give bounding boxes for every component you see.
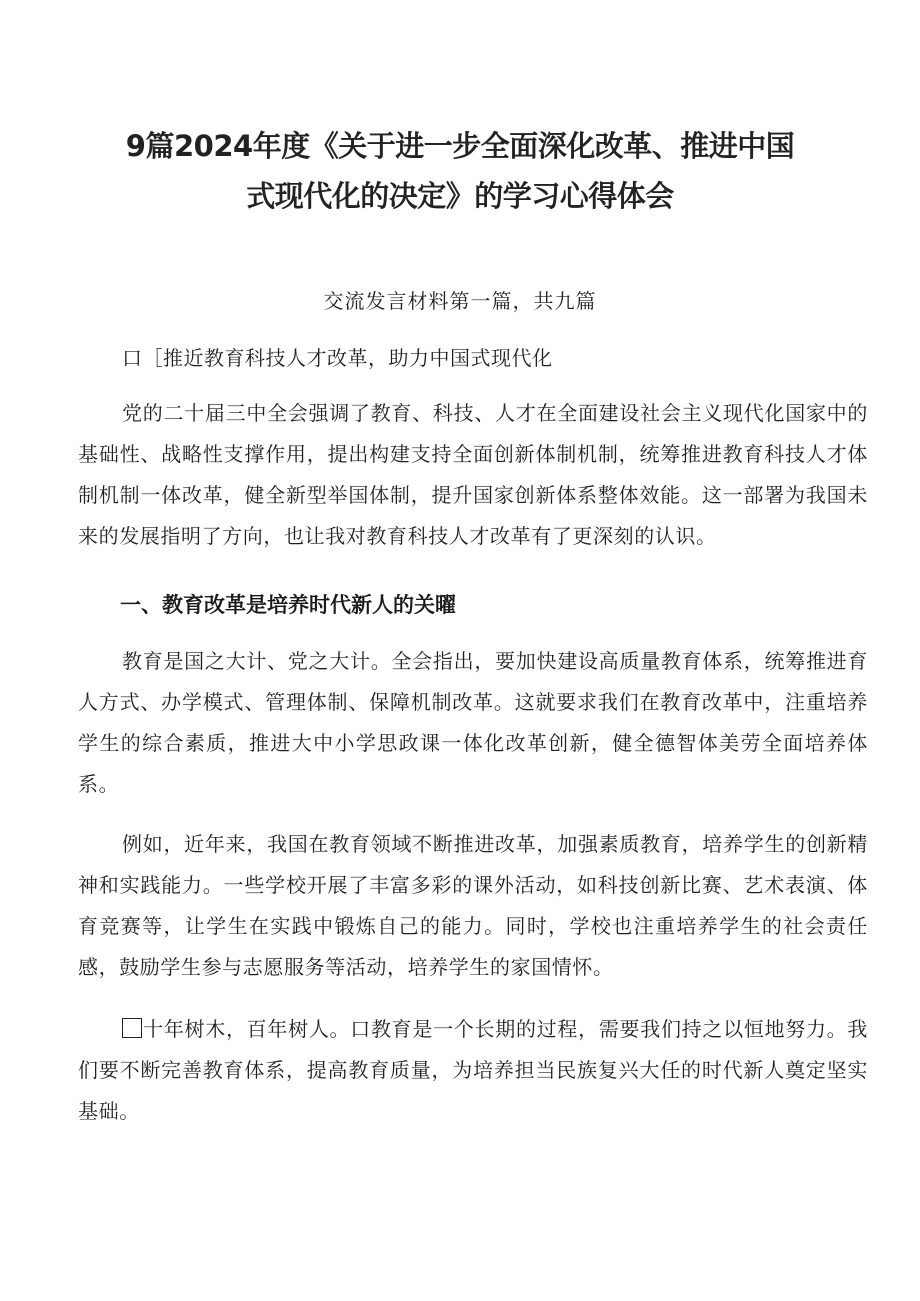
paragraph-intro: 党的二十届三中全会强调了教育、科技、人才在全面建设社会主义现代化国家中的基础性、战略性支撑作用，提出构建支持全面创新体制机制，统筹推进教育科技人才体制机制一体改革，健全新型举国体制，提升国家创新体系整体效能。这一部署为我国未来的发展指明了方向，也让我对教育科技人才改革有了更深刻的认识。 <box>78 401 868 548</box>
document-title-line-1: 9篇2024年度《关于进一步全面深化改革、推进中国 <box>125 129 795 163</box>
document-title-line-2: 式现代化的决定》的学习心得体会 <box>246 179 674 213</box>
paragraph-education-reform: 教育是国之大计、党之大计。全会指出，要加快建设高质量教育体系，统筹推进育人方式、办学模式、管理体制、保障机制改革。这就要求我们在教育改革中，注重培养学生的综合素质，推进大中小学思政课一体化改革创新，健全德智体美劳全面培养体系。 <box>78 649 868 796</box>
checkbox-square-icon <box>122 1018 142 1038</box>
subtitle: 交流发言材料第一篇，共九篇 <box>323 289 597 313</box>
paragraph-conclusion-text: 十年树木，百年树人。口教育是一个长期的过程，需要我们持之以恒地努力。我们要不断完善教育体系，提高教育质量，为培养担当民族复兴大任的时代新人奠定坚实基础。 <box>78 1017 868 1123</box>
section-heading-1: 一、教育改革是培养时代新人的关曜 <box>120 593 456 617</box>
paragraph-conclusion <box>78 1009 868 1132</box>
subheading: 口［推近教育科技人才改革，助力中国式现代化 <box>122 346 553 370</box>
paragraph-example: 例如，近年来，我国在教育领域不断推进改革，加强素质教育，培养学生的创新精神和实践能力。一些学校开展了丰富多彩的课外活动，如科技创新比赛、艺术表演、体育竞赛等，让学生在实践中锻炼自己的能力。同时，学校也注重培养学生的社会责任感，鼓励学生参与志愿服务等活动，培养学生的家国情怀。 <box>78 832 868 979</box>
